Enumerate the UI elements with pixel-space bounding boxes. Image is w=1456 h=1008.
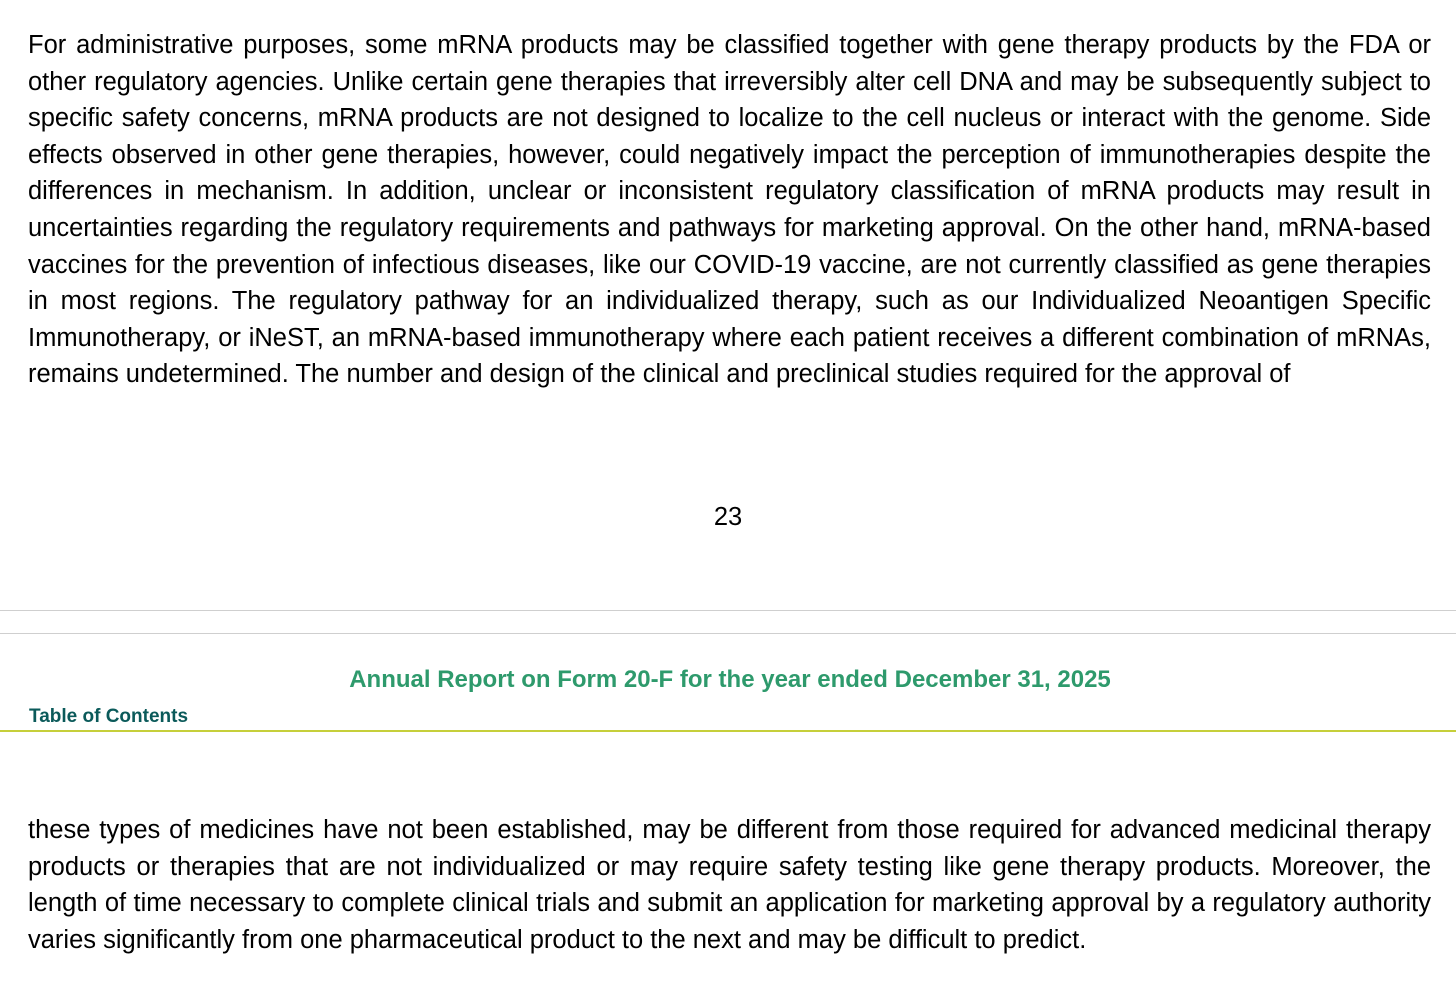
page-break-divider xyxy=(0,610,1456,611)
report-header-title: Annual Report on Form 20-F for the year ended December 31, 2025 xyxy=(349,666,1111,693)
page-number: 23 xyxy=(713,503,743,531)
header-rule xyxy=(0,730,1456,732)
body-paragraph-top: For administrative purposes, some mRNA products may be classified together with gene therapy products by the FDA or other regulatory agencies. Unlike certain gene therapies that irreversibly alter cell DNA and may be subsequently subject to specific safety concerns, mRNA products are not designed to localize to the cell nucleus or interact with the genome. Side effects observed in other gene therapies, however, could negatively impact the perception of immunotherapies despite the differences in mechanism. In addition, unclear or inconsistent regulatory classification of mRNA products may result in uncertainties regarding the regulatory requirements and pathways for marketing approval. On the other hand, mRNA-based vaccines for the prevention of infectious diseases, like our COVID-19 vaccine, are not currently classified as gene therapies in most regions. The regulatory pathway for an individualized therapy, such as our Individualized Neoantigen Specific Immunotherapy, or iNeST, an mRNA-based immunotherapy where each patient receives a different combination of mRNAs, remains undetermined. The number and design of the clinical and preclinical studies required for the approval of xyxy=(28,31,1431,389)
table-of-contents-link[interactable]: Table of Contents xyxy=(29,706,189,727)
body-paragraph-bottom: these types of medicines have not been established, may be different from those required for advanced medicinal therapy products or therapies that are not individualized or may require safety testing like gene therapy products. Moreover, the length of time necessary to complete clinical trials and submit an application for marketing approval by a regulatory authority varies significantly from one pharmaceutical product to the next and may be difficult to predict. xyxy=(28,816,1431,954)
page-break-divider xyxy=(0,633,1456,634)
